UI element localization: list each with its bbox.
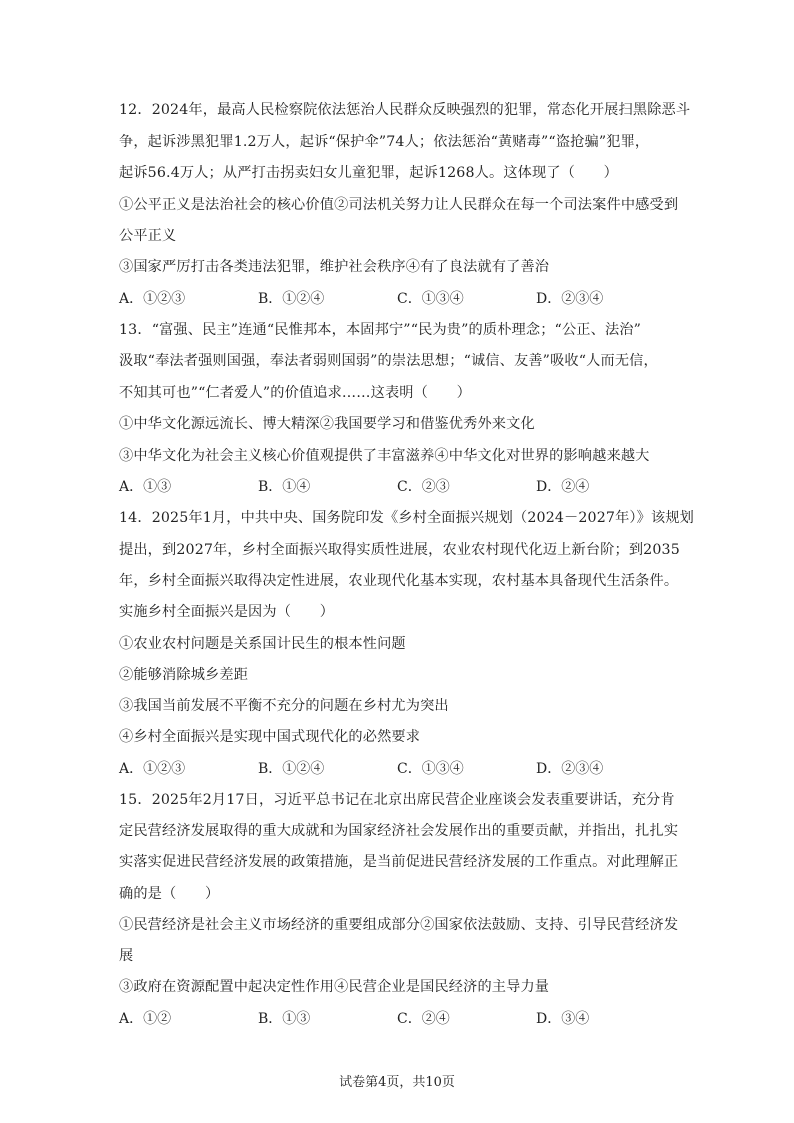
page-footer: 试卷第4页，共10页	[339, 1075, 455, 1090]
question-stem-line: 15．2025年2月17日，习近平总书记在北京出席民营企业座谈会发表重要讲话，充分肯	[119, 792, 675, 808]
question-stem-line: 14．2025年1月，中共中央、国务院印发《乡村全面振兴规划（2024－2027年）》该规划	[119, 510, 695, 526]
statement-line: 公平正义	[119, 228, 177, 244]
option-b[interactable]: B．①③	[258, 1011, 311, 1027]
option-d[interactable]: D．②④	[536, 479, 590, 495]
option-c[interactable]: C．②③	[397, 479, 450, 495]
option-c[interactable]: C．②④	[397, 1011, 450, 1027]
question-stem-line: 定民营经济发展取得的重大成就和为国家经济社会发展作出的重要贡献，并指出，扎扎实	[119, 823, 679, 839]
option-a[interactable]: A．①③	[119, 479, 172, 495]
statement-line: 展	[119, 948, 134, 964]
option-a[interactable]: A．①②③	[119, 291, 186, 307]
statement-line: ①民营经济是社会主义市场经济的重要组成部分②国家依法鼓励、支持、引导民营经济发	[119, 917, 679, 933]
question-stem-line: 实落实促进民营经济发展的政策措施，是当前促进民营经济发展的工作重点。对此理解正	[119, 854, 679, 870]
option-c[interactable]: C．①③④	[397, 291, 464, 307]
question-stem-line: 提出，到2027年，乡村全面振兴取得实质性进展，农业农村现代化迈上新台阶；到2035	[119, 542, 680, 558]
option-b[interactable]: B．①②④	[258, 761, 325, 777]
option-d[interactable]: D．②③④	[536, 291, 604, 307]
statement-line: ①中华文化源远流长、博大精深②我国要学习和借鉴优秀外来文化	[119, 416, 535, 432]
option-d[interactable]: D．③④	[536, 1011, 590, 1027]
question-stem-line: 13．“富强、民主”连通“民惟邦本，本固邦宁”“民为贵”的质朴理念；“公正、法治”	[119, 322, 642, 338]
question-stem-line: 汲取“奉法者强则国强，奉法者弱则国弱”的崇法思想；“诚信、友善”吸收“人而无信，	[119, 353, 658, 369]
question-stem-line: 争，起诉涉黑犯罪1.2万人，起诉“保护伞”74人；依法惩治“黄赌毒”“盗抢骗”犯罪，	[119, 134, 650, 150]
statement-line: ③中华文化为社会主义核心价值观提供了丰富滋养④中华文化对世界的影响越来越大	[119, 448, 650, 464]
statement-line: ③我国当前发展不平衡不充分的问题在乡村尤为突出	[119, 698, 449, 714]
statement-line: ③国家严厉打击各类违法犯罪，维护社会秩序④有了良法就有了善治	[119, 259, 550, 275]
question-stem-line: 年，乡村全面振兴取得决定性进展，农业现代化基本实现，农村基本具备现代生活条件。	[119, 573, 679, 589]
statement-line: ③政府在资源配置中起决定性作用④民营企业是国民经济的主导力量	[119, 979, 550, 995]
option-a[interactable]: A．①②③	[119, 761, 186, 777]
question-stem-line: 起诉56.4万人；从严打击拐卖妇女儿童犯罪，起诉1268人。这体现了（ ）	[119, 165, 619, 181]
question-stem-line: 实施乡村全面振兴是因为（ ）	[119, 604, 335, 620]
option-a[interactable]: A．①②	[119, 1011, 172, 1027]
option-c[interactable]: C．①③④	[397, 761, 464, 777]
statement-line: ①公平正义是法治社会的核心价值②司法机关努力让人民群众在每一个司法案件中感受到	[119, 197, 679, 213]
statement-line: ④乡村全面振兴是实现中国式现代化的必然要求	[119, 729, 421, 745]
question-stem-line: 12．2024年，最高人民检察院依法惩治人民群众反映强烈的犯罪，常态化开展扫黑除恶斗	[119, 102, 691, 118]
statement-line: ②能够消除城乡差距	[119, 667, 249, 683]
question-stem-line: 不知其可也”“仁者爱人”的价值追求……这表明（ ）	[119, 385, 471, 401]
option-b[interactable]: B．①②④	[258, 291, 325, 307]
question-stem-line: 确的是（ ）	[119, 886, 220, 902]
option-d[interactable]: D．②③④	[536, 761, 604, 777]
option-b[interactable]: B．①④	[258, 479, 311, 495]
statement-line: ①农业农村问题是关系国计民生的根本性问题	[119, 636, 406, 652]
